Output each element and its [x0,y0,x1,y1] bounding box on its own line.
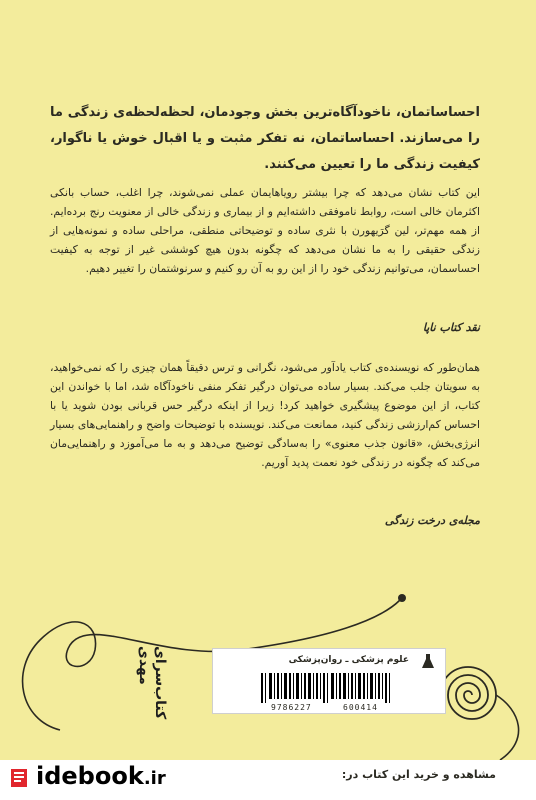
isbn-part-1: 9786227 [271,703,312,712]
barcode-icon [221,673,437,703]
cover-quote: احساساتمان، ناخودآگاه‌ترین بخش وجودمان، لحظه‌لحظه‌ی زندگی ما را می‌سازند. احساساتمان، نه تفکر مثبت و یا اقبال خوش یا ناگوار، کیفیت زندگی ما را تعیین می‌کنند. [50,105,480,172]
publisher-logo: کتاب‌سرای مهدی [136,646,168,720]
review-source-1: نقد کتاب ناپا [422,321,480,334]
flask-icon [421,653,435,669]
category-label: علوم پزشکی ـ روان‌پزشکی [288,655,409,665]
footer-bar [0,760,536,800]
site-logo-tld: .ir [143,768,166,789]
book-icon [10,766,30,790]
site-logo[interactable] [36,762,166,790]
review-paragraph-2: همان‌طور که نویسنده‌ی کتاب یادآور می‌شود، نگرانی و ترس دقیقاً همان چیزی را که نمی‌خواهید، به سویتان جلب می‌کند. بسیار ساده می‌توان درگیر تفکر منفی ناخودآگاه شد، اما با خواندن این کتاب، از این موضوع پیشگیری خواهید کرد! زیرا از اینکه درگیر حس قربانی بودن شوید یا با احساس کم‌ارزشی زندگی کنید، ممانعت می‌کند. نویسنده با توضیحات واضح و راهنمایی‌های بسیار انرژی‌بخش، «قانون جذب معنوی» را به‌سادگی توضیح می‌دهد و به ما می‌آموزد و راهنمایی‌مان می‌کند که چگونه در زندگی خود نعمت پدید آوریم. [50,361,480,469]
review-paragraph-1: این کتاب نشان می‌دهد که چرا بیشتر رویاهایمان عملی نمی‌شوند، چرا اغلب، حساب بانکی اکثرمان خالی است، روابط ناموفقی داشته‌ایم و از بیماری و زندگی خالی از معنویت رنج برده‌ایم. از همه مهم‌تر، لین گرَیهورن با نثری ساده و توضیحاتی منطقی، مراحلی ساده و نمونه‌هایی از زندگی حقیقی را به ما نشان می‌دهد که چگونه بدون هیچ کوششی غیر از توجه به کیفیت احساسمان، می‌توانیم زندگی خود را از این رو به آن رو کنیم و سرنوشتمان را تغییر دهیم. [50,186,480,275]
isbn-part-2: 600414 [343,703,378,712]
site-logo-name: idebook [36,762,144,790]
review-source-2: مجله‌ی درخت زندگی [384,514,480,527]
barcode-panel [212,648,446,714]
footer-caption: مشاهده و خرید این کتاب در: [341,768,496,781]
